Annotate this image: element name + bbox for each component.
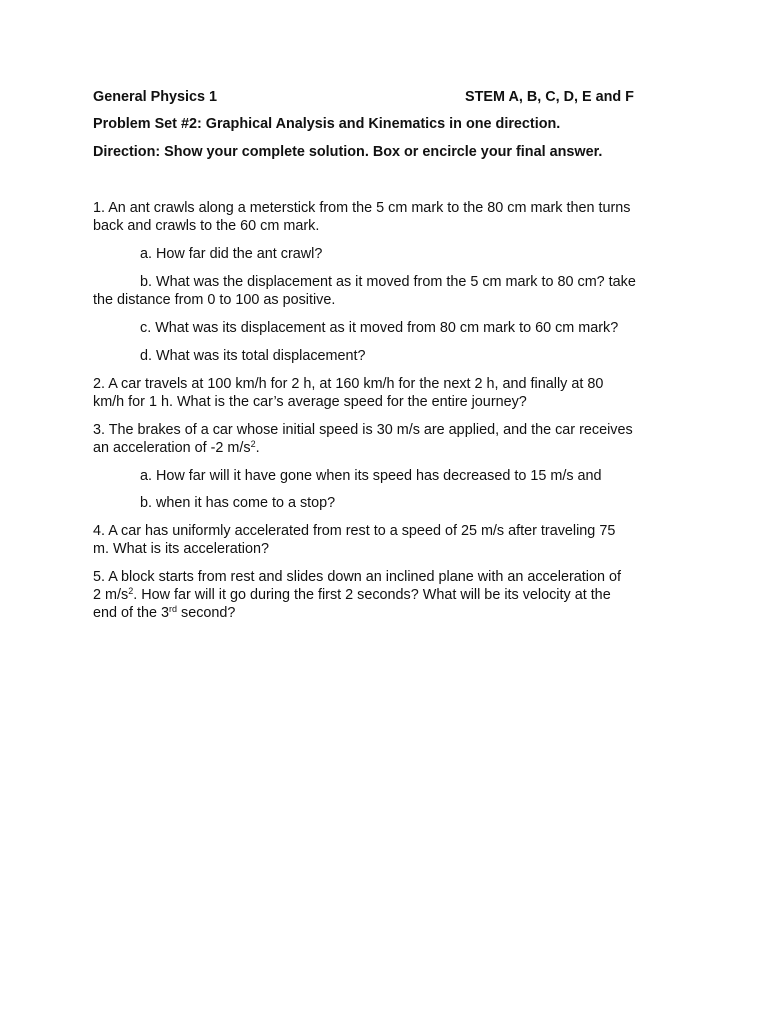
problem-5-superscript-squared: 2: [128, 586, 134, 596]
problem-5-line-3: [93, 604, 235, 622]
section-list: STEM A, B, C, D, E and F: [465, 89, 634, 105]
directions: Direction: Show your complete solution. Box or encircle your final answer.: [93, 144, 603, 160]
problem-1b-line-1: b. What was the displacement as it moved from the 5 cm mark to 80 cm? take: [140, 274, 636, 290]
problem-1a: a. How far did the ant crawl?: [140, 246, 323, 262]
problem-5-line-2: [93, 586, 611, 604]
problem-5-line-2-end: . How far will it go during the first 2 seconds? What will be its velocity at the: [133, 587, 611, 603]
problem-2-line-2: km/h for 1 h. What is the car’s average speed for the entire journey?: [93, 394, 527, 410]
problem-3-line-1: 3. The brakes of a car whose initial speed is 30 m/s are applied, and the car receives: [93, 422, 633, 438]
problem-4-line-1: 4. A car has uniformly accelerated from rest to a speed of 25 m/s after traveling 75: [93, 523, 616, 539]
problem-3-line-2: [93, 439, 260, 457]
problem-5-line-3-text: end of the 3: [93, 605, 170, 621]
problem-3b: b. when it has come to a stop?: [140, 495, 336, 511]
problem-1-line-2: back and crawls to the 60 cm mark.: [93, 218, 320, 234]
problem-4-line-2: m. What is its acceleration?: [93, 541, 269, 557]
problem-5-line-2-text: 2 m/s: [93, 587, 129, 603]
problem-1-line-1: 1. An ant crawls along a meterstick from the 5 cm mark to the 80 cm mark then turns: [93, 200, 631, 216]
problem-5-line-3-end: second?: [177, 605, 236, 621]
course-title: General Physics 1: [93, 89, 217, 105]
problem-3-line-2-text: an acceleration of -2 m/s: [93, 440, 251, 456]
problem-3a: a. How far will it have gone when its speed has decreased to 15 m/s and: [140, 468, 602, 484]
problem-5-line-1: 5. A block starts from rest and slides down an inclined plane with an acceleration of: [93, 569, 621, 585]
problem-3-line-2-end: .: [255, 440, 260, 456]
problem-set-title: Problem Set #2: Graphical Analysis and Kinematics in one direction.: [93, 116, 561, 132]
problem-1c: c. What was its displacement as it moved from 80 cm mark to 60 cm mark?: [140, 320, 619, 336]
problem-2-line-1: 2. A car travels at 100 km/h for 2 h, at 160 km/h for the next 2 h, and finally at 80: [93, 376, 604, 392]
problem-1b-line-2: the distance from 0 to 100 as positive.: [93, 292, 336, 308]
problem-3-superscript: 2: [250, 439, 256, 449]
problem-1d: d. What was its total displacement?: [140, 348, 366, 364]
problem-5-superscript-ordinal: rd: [169, 604, 178, 614]
